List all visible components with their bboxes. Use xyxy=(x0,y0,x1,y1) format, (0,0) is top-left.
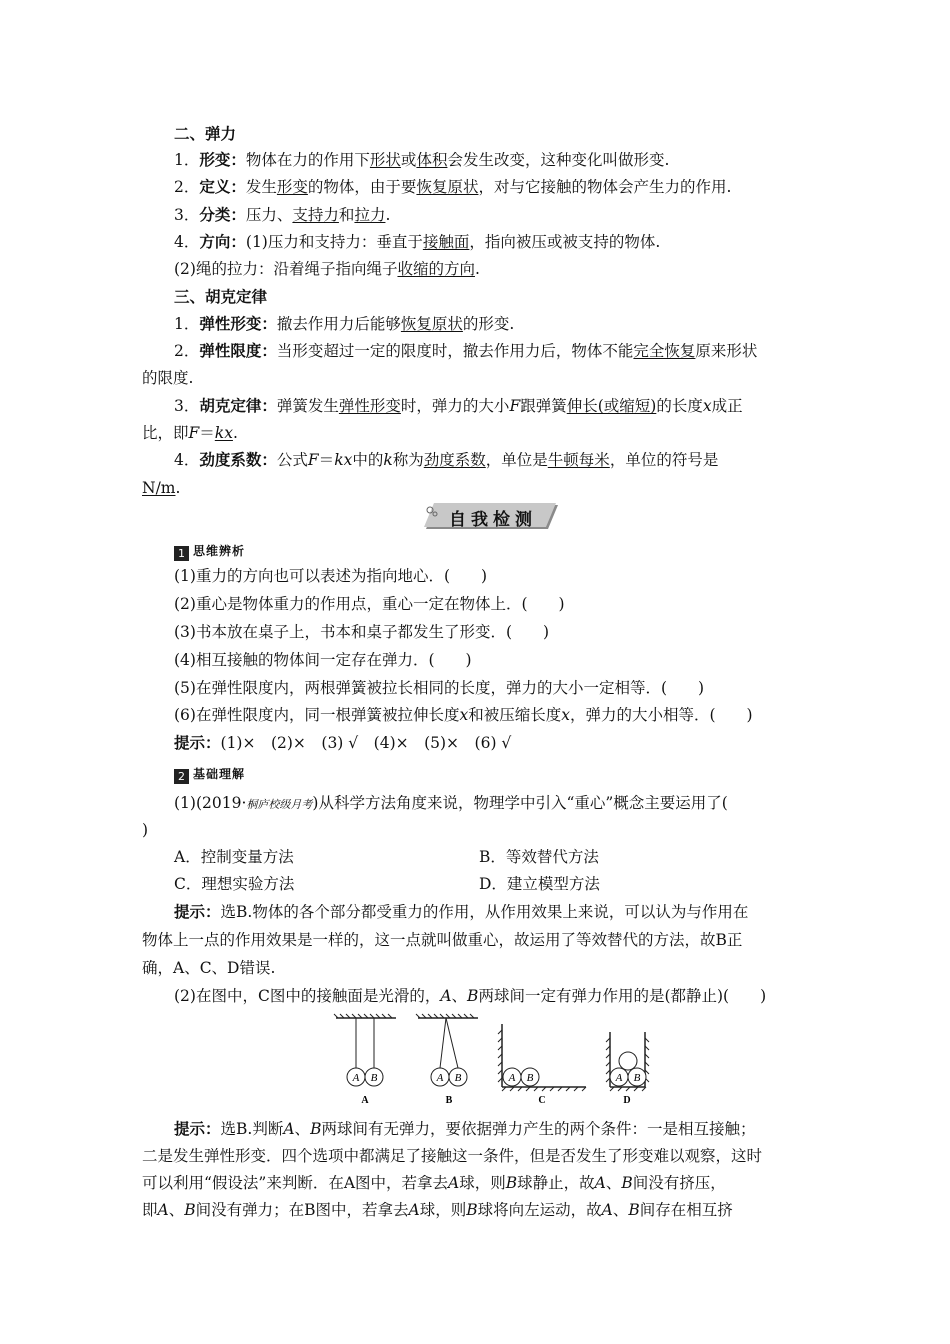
figure-b xyxy=(416,1014,478,1106)
option-c: C．理想实验方法 xyxy=(174,875,295,893)
section-title-hooke: 三、胡克定律 xyxy=(174,287,268,306)
figure-a xyxy=(334,1014,396,1106)
para-hooke-law: 3．胡克定律：弹簧发生弹性形变时，弹力的大小F跟弹簧伸长(或缩短)的长度x成正 xyxy=(174,396,743,415)
figure-d xyxy=(606,1032,649,1106)
fig-ball-b: B xyxy=(454,1072,462,1084)
hint-q2-l3: 可以利用“假设法”来判断．在A图中，若拿去A球，则B球静止，故A、B间没有挤压， xyxy=(142,1174,726,1192)
option-b: B．等效替代方法 xyxy=(479,848,599,866)
self-check-banner xyxy=(422,502,564,532)
fig-ball-a: A xyxy=(615,1072,623,1084)
para-stiffness: 4．劲度系数：公式F＝kx中的k称为劲度系数，单位是牛顿每米，单位的符号是 xyxy=(174,450,719,469)
para-definition: 2．定义：发生形变的物体，由于要恢复原状，对与它接触的物体会产生力的作用. xyxy=(174,177,732,196)
judge-item-2: (2)重心是物体重力的作用点，重心一定在物体上．( ) xyxy=(174,595,565,613)
part1-badge: 1 xyxy=(174,546,189,561)
judge-item-3: (3)书本放在桌子上，书本和桌子都发生了形变．( ) xyxy=(174,623,550,641)
fig-ball-b: B xyxy=(526,1072,534,1084)
fig-ball-a: A xyxy=(508,1072,516,1084)
option-d: D．建立模型方法 xyxy=(479,875,600,893)
para-deformation: 1．形变：物体在力的作用下形状或体积会发生改变，这种变化叫做形变. xyxy=(174,150,670,169)
hint-q2-l2: 二是发生弹性形变．四个选项中都满足了接触这一条件，但是否发生了形变难以观察，这时 xyxy=(142,1147,763,1165)
fig-label-a: A xyxy=(361,1095,369,1106)
judge-item-5: (5)在弹性限度内，两根弹簧被拉长相同的长度，弹力的大小一定相等．( ) xyxy=(174,679,705,697)
hint-q1-l1: 提示：选B.物体的各个部分都受重力的作用，从作用效果上来说，可以认为与作用在 xyxy=(174,902,749,921)
part1-header: 1 思维辨析 xyxy=(174,540,245,561)
part2-header: 2 基础理解 xyxy=(174,763,245,784)
para-classification: 3．分类：压力、支持力和拉力. xyxy=(174,205,391,224)
fig-label-d: D xyxy=(623,1095,631,1106)
fig-ball-a: A xyxy=(352,1072,360,1084)
hint-q2-l4: 即A、B间没有弹力；在B图中，若拿去A球，则B球将向左运动，故A、B间存在相互挤 xyxy=(142,1201,733,1219)
question-1-cont: ) xyxy=(142,821,149,839)
banner-title: 自我检测 xyxy=(449,510,537,530)
hint-q1-l2: 物体上一点的作用效果是一样的，这一点就叫做重心，故运用了等效替代的方法，故B正 xyxy=(142,931,743,949)
para-elastic-limit: 2．弹性限度：当形变超过一定的限度时，撤去作用力后，物体不能完全恢复原来形状 xyxy=(174,341,758,360)
hint-q1-l3: 确，A、C、D错误. xyxy=(142,959,276,977)
option-a: A．控制变量方法 xyxy=(174,848,294,866)
fig-ball-b: B xyxy=(633,1072,641,1084)
para-hooke-law-cont: 比，即F＝kx. xyxy=(142,424,238,442)
figure-c xyxy=(498,1024,586,1106)
judge-hint: 提示：(1)× (2)× (3) √ (4)× (5)× (6) √ xyxy=(174,733,512,752)
balls-figure xyxy=(330,1010,660,1110)
question-2: (2)在图中，C图中的接触面是光滑的，A、B两球间一定有弹力作用的是(都静止)( ) xyxy=(174,987,767,1005)
question-1: (1)(2019·桐庐校级月考)从科学方法角度来说，物理学中引入“重心”概念主要运用了( xyxy=(174,794,728,812)
judge-item-1: (1)重力的方向也可以表述为指向地心．( ) xyxy=(174,567,488,585)
fig-label-b: B xyxy=(445,1095,453,1106)
fig-ball-a: A xyxy=(436,1072,444,1084)
part2-badge: 2 xyxy=(174,769,189,784)
section-title-elasticity: 二、弹力 xyxy=(174,124,237,143)
fig-label-c: C xyxy=(538,1095,546,1106)
judge-item-6: (6)在弹性限度内，同一根弹簧被拉伸长度x和被压缩长度x，弹力的大小相等．( ) xyxy=(174,706,753,724)
para-rope-tension: (2)绳的拉力：沿着绳子指向绳子收缩的方向. xyxy=(174,260,480,278)
judge-item-4: (4)相互接触的物体间一定存在弹力．( ) xyxy=(174,651,472,669)
fig-ball-b: B xyxy=(370,1072,378,1084)
para-elastic-deformation: 1．弹性形变：撤去作用力后能够恢复原状的形变. xyxy=(174,314,515,333)
para-direction: 4．方向：(1)压力和支持力：垂直于接触面，指向被压或被支持的物体. xyxy=(174,232,661,251)
para-stiffness-cont: N/m. xyxy=(142,479,181,497)
hint-q2-l1: 提示：选B.判断A、B两球间有无弹力，要依据弹力产生的两个条件：一是相互接触； xyxy=(174,1119,756,1138)
para-elastic-limit-cont: 的限度. xyxy=(142,369,194,387)
